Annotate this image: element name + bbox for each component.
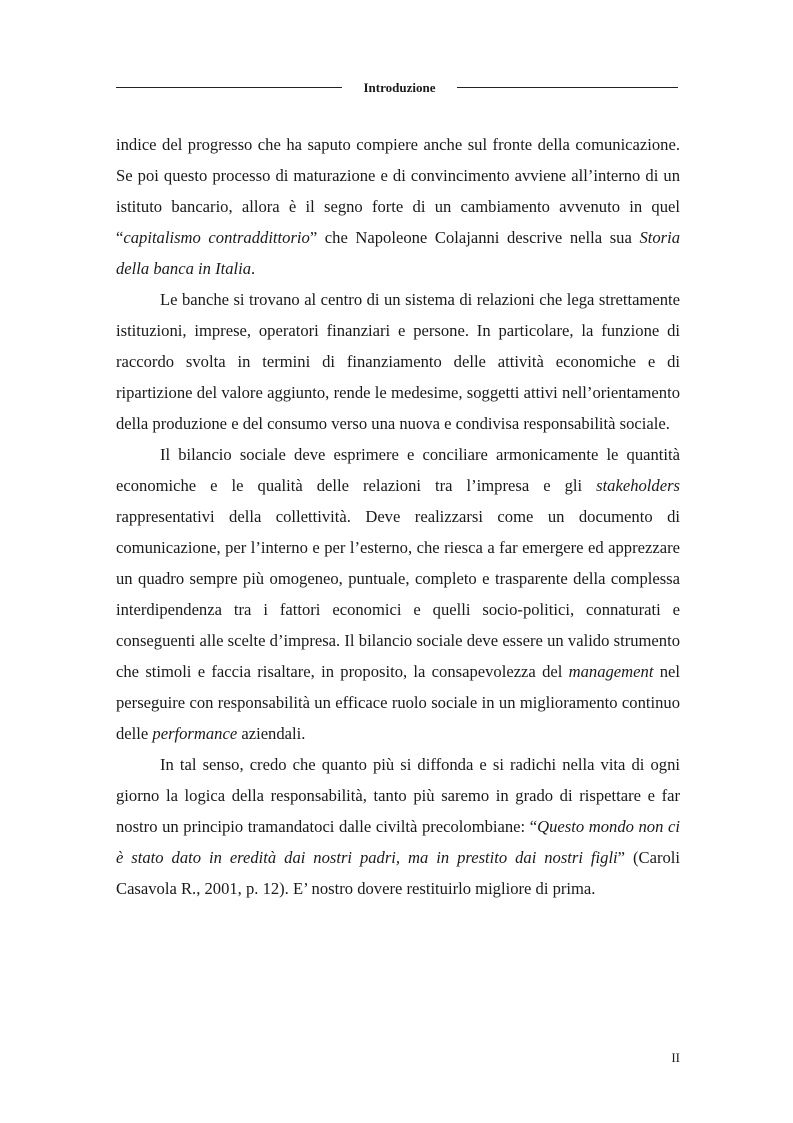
paragraph-4-text-2: ” (Caroli Casavola R., 2001, p. 12). E’ nostro dovere restituirlo migliore di prima.	[116, 848, 680, 898]
paragraph-1-italic-2: Storia della banca in Italia	[116, 228, 681, 278]
paragraph-1-italic-1: capitalismo contraddittorio	[123, 228, 310, 247]
paragraph-4-text-1: In tal senso, credo che quanto più si diffonda e si radichi nella vita di ogni giorno la logica della responsabilità, tanto più saremo in grado di rispettare e far nostro un principio tramandatoci dalle civiltà precolombiane: “	[116, 755, 680, 836]
running-header	[116, 78, 678, 98]
body-text	[116, 129, 680, 904]
header-rule-left	[116, 87, 342, 88]
header-rule-right	[457, 87, 678, 88]
paragraph-3-italic-2: management	[568, 662, 654, 681]
paragraph-1	[116, 129, 680, 284]
header-title: Introduzione	[363, 80, 436, 95]
paragraph-3-text-1: Il bilancio sociale deve esprimere e conciliare armonicamente le quantità economiche e le qualità delle relazioni tra l’impresa e gli	[116, 445, 680, 495]
paragraph-2	[116, 284, 680, 439]
paragraph-1-text-1: indice del progresso che ha saputo compiere anche sul fronte della comunicazione. Se poi questo processo di maturazione e di convincimento avviene all’interno di un istituto bancario, allora è il segno forte di un cambiamento avvenuto in quel “	[116, 135, 680, 247]
page-number: II	[671, 1050, 680, 1065]
paragraph-3-italic-3: performance	[152, 724, 238, 743]
paragraph-3-italic-1: stakeholders	[596, 476, 680, 495]
paragraph-1-text-2: ” che Napoleone Colajanni descrive nella sua	[309, 228, 640, 247]
paragraph-4-italic-1: Questo mondo non ci è stato dato in eredità dai nostri padri, ma in prestito dai nostri figli	[116, 817, 680, 867]
paragraph-3-text-2: rappresentativi della collettività. Deve realizzarsi come un documento di comunicazione, per l’interno e per l’esterno, che riesca a far emergere ed apprezzare un quadro sempre più omogeneo, puntuale, completo e trasparente della complessa interdipendenza tra i fattori economici e quelli socio-politici, connaturati e conseguenti alle scelte d’impresa. Il bilancio sociale deve essere un valido strumento che stimoli e faccia risaltare, in proposito, la consapevolezza del	[116, 507, 680, 681]
paragraph-1-text-3: .	[251, 259, 256, 278]
paragraph-4	[116, 749, 680, 904]
paragraph-3-text-4: aziendali.	[237, 724, 306, 743]
paragraph-3	[116, 439, 680, 749]
paragraph-2-text-1: Le banche si trovano al centro di un sistema di relazioni che lega strettamente istituzioni, imprese, operatori finanziari e persone. In particolare, la funzione di raccordo svolta in termini di finanziamento delle attività economiche e di ripartizione del valore aggiunto, rende le medesime, soggetti attivi nell’orientamento della produzione e del consumo verso una nuova e condivisa responsabilità sociale.	[116, 290, 680, 433]
paragraph-3-text-3: nel perseguire con responsabilità un efficace ruolo sociale in un miglioramento continuo delle	[116, 662, 680, 743]
